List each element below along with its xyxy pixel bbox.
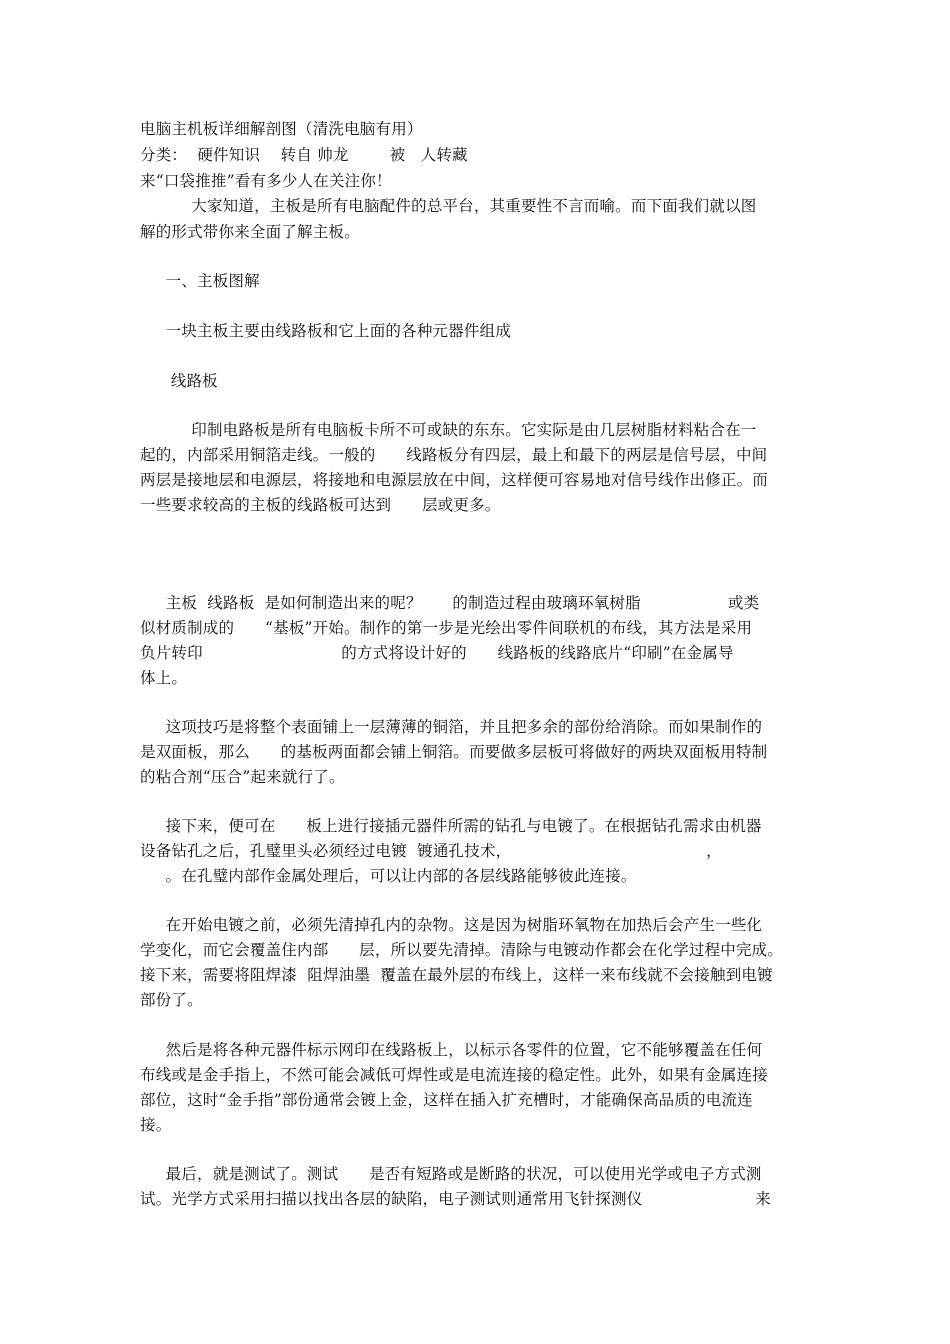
section-heading: 一、主板图解 [140, 272, 260, 290]
subheading-pcb: 线路板 [140, 372, 218, 390]
paragraph-line: 是双面板，那么 的基板两面都会铺上铜箔。而要做多层板可将做好的两块双面板用特制 [140, 743, 768, 761]
paragraph-line: 负片转印 的方式将设计好的 线路板的线路底片“印刷”在金属导 [140, 644, 734, 662]
paragraph-line: 接。 [140, 1116, 172, 1134]
paragraph-line: 一些要求较高的主板的线路板可达到 层或更多。 [140, 496, 501, 514]
paragraph-line: 最后，就是测试了。测试 是否有短路或是断路的状况，可以使用光学或电子方式测 [140, 1165, 762, 1183]
paragraph-line: 体上。 [140, 669, 188, 687]
paragraph-line: 。在孔璧内部作金属处理后，可以让内部的各层线路能够彼此连接。 [140, 867, 637, 885]
paragraph-line: 设备钻孔之后，孔璧里头必须经过电镀 镀通孔技术， ， [140, 842, 722, 860]
section-intro: 一块主板主要由线路板和它上面的各种元器件组成 [140, 322, 512, 340]
paragraph-line: 接下来，便可在 板上进行接插元器件所需的钻孔与电镀了。在根据钻孔需求由机器 [140, 817, 762, 835]
document-title: 电脑主机板详细解剖图（清洗电脑有用） [140, 120, 423, 138]
intro-line: 解的形式带你来全面了解主板。 [140, 223, 360, 241]
paragraph-line: 似材质制成的 “基板”开始。制作的第一步是光绘出零件间联机的布线，其方法是采用 [140, 619, 753, 637]
promo-line: 来“口袋推推”看有多少人在关注你！ [140, 172, 392, 190]
paragraph-line: 部位，这时“金手指”部份通常会镀上金，这样在插入扩充槽时，才能确保高品质的电流连 [140, 1091, 753, 1109]
paragraph-line: 印制电路板是所有电脑板卡所不可或缺的东东。它实际是由几层树脂材料粘合在一 [140, 421, 757, 439]
paragraph-line: 起的，内部采用铜箔走线。一般的 线路板分有四层，最上和最下的两层是信号层，中间 [140, 446, 768, 464]
paragraph-line: 两层是接地层和电源层，将接地和电源层放在中间，这样便可容易地对信号线作出修正。而 [140, 471, 769, 489]
paragraph-line: 试。光学方式采用扫描以找出各层的缺陷，电子测试则通常用飞针探测仪 来 [140, 1190, 771, 1208]
paragraph-line: 的粘合剂“压合”起来就行了。 [140, 768, 345, 786]
paragraph-line: 然后是将各种元器件标示网印在线路板上，以标示各零件的位置，它不能够覆盖在任何 [140, 1041, 763, 1059]
intro-line: 大家知道，主板是所有电脑配件的总平台，其重要性不言而喻。而下面我们就以图 [140, 197, 757, 215]
paragraph-line: 主板 线路板 是如何制造出来的呢？ 的制造过程由玻璃环氧树脂 或类 [140, 594, 760, 612]
paragraph-line: 布线或是金手指上，不然可能会减低可焊性或是电流连接的稳定性。此外，如果有金属连接 [140, 1066, 769, 1084]
paragraph-line: 学变化，而它会覆盖住内部 层，所以要先清掉。清除与电镀动作都会在化学过程中完成。 [140, 941, 784, 959]
paragraph-line: 部份了。 [140, 991, 203, 1009]
paragraph-line: 这项技巧是将整个表面铺上一层薄薄的铜箔，并且把多余的部份给消除。而如果制作的 [140, 718, 763, 736]
paragraph-line: 接下来，需要将阻焊漆 阻焊油墨 覆盖在最外层的布线上，这样一来布线就不会接触到电镀 [140, 966, 773, 984]
paragraph-line: 在开始电镀之前，必须先清掉孔内的杂物。这是因为树脂环氧物在加热后会产生一些化 [140, 916, 763, 934]
document-meta: 分类： 硬件知识 转自 帅龙 被 人转藏 [140, 146, 468, 164]
